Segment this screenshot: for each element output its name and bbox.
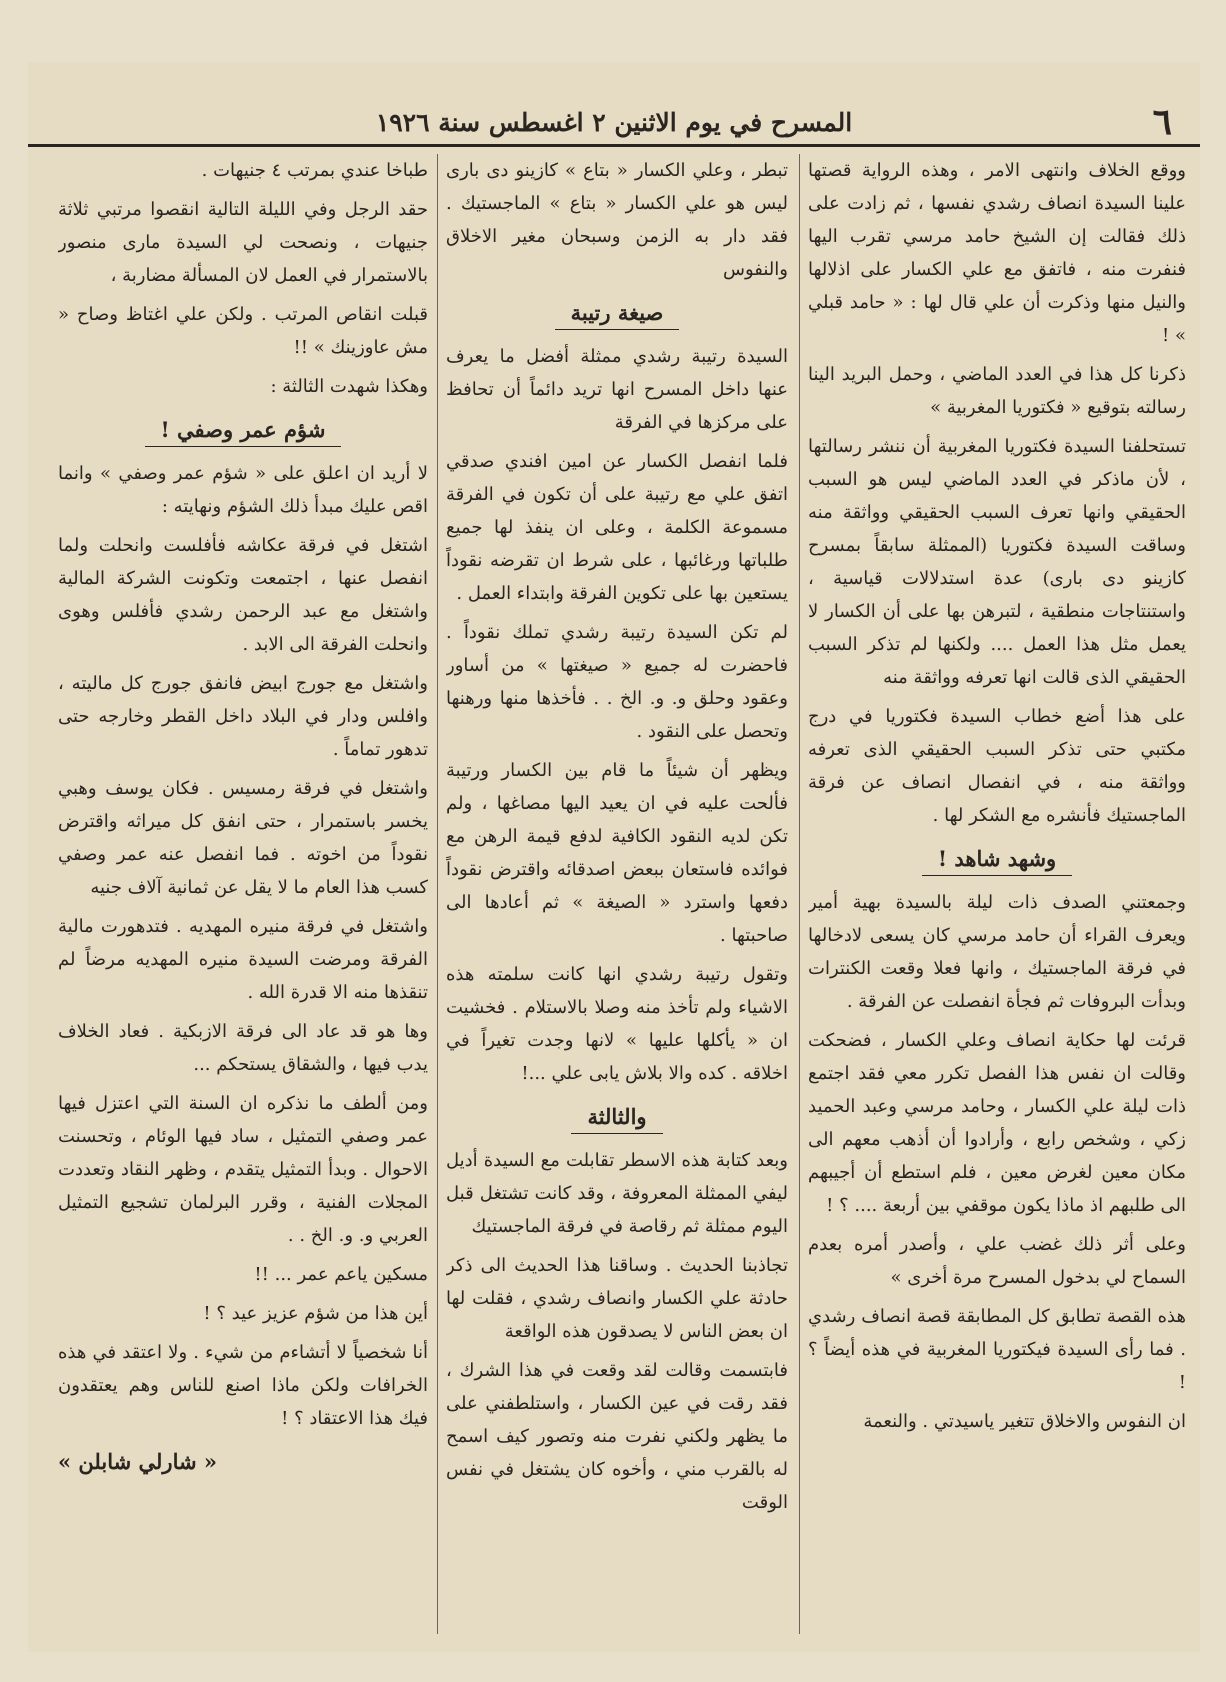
section-heading [446,296,788,330]
paragraph: ووقع الخلاف وانتهى الامر ، وهذه الرواية قصتها علينا السيدة انصاف رشدي نفسها ، ثم زادت على ذلك فقالت إن الشيخ حامد مرسي تقرب اليها فنفرت منه ، فاتفق مع علي الكسار على اذلالها والنيل منها وذكرت أن علي قال لها : « حامد قبلي » ! [808,160,1186,346]
section-heading-text: والثالثة [571,1100,662,1134]
section-heading-text: شؤم عمر وصفي ! [145,413,342,447]
paragraph: قبلت انقاص المرتب . ولكن علي اغتاظ وصاح « مش عاوزينك » !! [58,304,428,358]
paragraph: اشتغل في فرقة عكاشه فأفلست وانحلت ولما انفصل عنها ، اجتمعت وتكونت الشركة المالية واشتغل مع عبد الرحمن رشدي فأفلس وهوى وانحلت الفرقة الى الابد . [58,535,428,655]
section-heading [808,842,1186,876]
paragraph: وجمعتني الصدف ذات ليلة بالسيدة بهية أمير ويعرف القراء أن حامد مرسي كان يسعى لادخالها في فرقة الماجستيك ، وانها فعلا وقعت الكنترات وبدأت البروفات ثم فجأة انفصلت عن الفرقة . [808,892,1186,1012]
running-head: المسرح في يوم الاثنين ٢ اغسطس سنة ١٩٢٦ [375,108,853,137]
paragraph: وهكذا شهدت الثالثة : [270,376,428,397]
section-heading-text: وشهد شاهد ! [922,842,1072,876]
section-heading-text: صيغة رتيبة [555,296,680,330]
paragraph: وبعد كتابة هذه الاسطر تقابلت مع السيدة أديل ليفي الممثلة المعروفة ، وقد كانت تشتغل قبل اليوم ممثلة ثم رقاصة في فرقة الماجستيك [446,1150,788,1237]
paragraph: واشتغل مع جورج ابيض فانفق جورج كل ماليته ، وافلس ودار في البلاد داخل القطر وخارجه حتى تدهور تماماً . [58,673,428,760]
column-left [58,154,428,1634]
paragraph: قرئت لها حكاية انصاف وعلي الكسار ، فضحكت وقالت ان نفس هذا الفصل تكرر معي فقد اجتمع ذات ليلة علي الكسار ، وحامد مرسي وعبد الحميد زكي ، وشخص رابع ، وأرادوا أن أذهب معهم الى مكان معين لغرض معين ، فلم استطع أن أجيبهم الى طلبهم اذ ماذا يكون موقفي بين أربعة .... ؟ ! [808,1030,1186,1216]
column-divider [799,154,800,1634]
paragraph: طباخا عندي بمرتب ٤ جنيهات . [201,160,428,181]
paragraph: السيدة رتيبة رشدي ممثلة أفضل ما يعرف عنها داخل المسرح انها تريد دائماً أن تحافظ على مركزها في الفرقة [446,346,788,433]
column-right [808,154,1186,1634]
column-divider [437,154,438,1634]
paragraph: تستحلفنا السيدة فكتوريا المغربية أن ننشر رسالتها ، لأن ماذكر في العدد الماضي ليس هو السبب الحقيقي وانها تعرف السبب الحقيقي وواثقة منه وساقت السيدة فكتوريا (الممثلة سابقاً بمسرح كازينو دى بارى) عدة استدلالات قياسية ، واستنتاجات منطقية ، لتبرهن بها على أن الكسار لا يعمل مثل هذا العمل .... ولكنها لم تذكر السبب الحقيقي الذى قالت انها تعرفه وواثقة منه [808,436,1186,688]
paragraph: فابتسمت وقالت لقد وقعت في هذا الشرك ، فقد رقت في عين الكسار ، واستلطفني على ما يظهر ولكني نفرت منه وتصور كيف اسمح له بالقرب مني ، وأخوه كان يشتغل في نفس الوقت [446,1360,788,1513]
paragraph: وتقول رتيبة رشدي انها كانت سلمته هذه الاشياء ولم تأخذ منه وصلا بالاستلام . فخشيت ان « يأكلها عليها » لانها وجدت تغيراً في اخلاقه . كده والا بلاش يابى علي ...! [446,964,788,1084]
paragraph: ويظهر أن شيئاً ما قام بين الكسار ورتيبة فألحت عليه في ان يعيد اليها مصاغها ، ولم تكن لديه النقود الكافية لدفع قيمة الرهن مع فوائده فاستعان ببعض اصدقائه واقترض نقوداً دفعها واسترد « الصيغة » ثم أعادها الى صاحبتها . [446,760,788,946]
paragraph: وعلى أثر ذلك غضب علي ، وأصدر أمره بعدم السماح لي بدخول المسرح مرة أخرى » [808,1234,1186,1288]
column-middle [446,154,788,1634]
paragraph: وها هو قد عاد الى فرقة الازبكية . فعاد الخلاف يدب فيها ، والشقاق يستحكم ... [58,1021,428,1075]
paragraph: فلما انفصل الكسار عن امين افندي صدقي اتفق علي مع رتيبة على أن تكون في الفرقة مسموعة الكلمة ، وعلى ان ينفذ لها جميع طلباتها ورغائبها ، على شرط ان تقرضه نقوداً يستعين بها على تكوين الفرقة وابتداء العمل . [446,451,788,604]
newspaper-page [28,62,1200,1652]
paragraph: أنا شخصياً لا أتشاءم من شيء . ولا اعتقد في هذه الخرافات ولكن ماذا اصنع للناس وهم يعتقدون فيك هذا الاعتقاد ؟ ! [58,1342,428,1429]
paragraph: حقد الرجل وفي الليلة التالية انقصوا مرتبي ثلاثة جنيهات ، ونصحت لي السيدة مارى منصور بالاستمرار في العمل لان المسألة مضاربة ، [58,199,428,286]
paragraph: لا أريد ان اعلق على « شؤم عمر وصفي » وانما اقص عليك مبدأ ذلك الشؤم ونهايته : [58,463,428,517]
section-heading [58,413,428,447]
paragraph: ان النفوس والاخلاق تتغير ياسيدتي . والنعمة [863,1411,1186,1432]
paragraph: ذكرنا كل هذا في العدد الماضي ، وحمل البريد الينا رسالته بتوقيع « فكتوريا المغربية » [808,364,1186,418]
paragraph: واشتغل في فرقة منيره المهديه . فتدهورت مالية الفرقة ومرضت السيدة منيره المهديه مرضاً لم تنقذها منه الا قدرة الله . [58,916,428,1003]
masthead [28,102,1200,142]
paragraph: لم تكن السيدة رتيبة رشدي تملك نقوداً . فاحضرت له جميع « صيغتها » من أساور وعقود وحلق و. و. الخ . . فأخذها منها ورهنها وتحصل على النقود . [446,622,788,742]
paragraph: ومن ألطف ما نذكره ان السنة التي اعتزل فيها عمر وصفي التمثيل ، ساد فيها الوئام ، وتحسنت الاحوال . وبدأ التمثيل يتقدم ، وظهر النقاد وتعددت المجلات الفنية ، وقرر البرلمان تشجيع التمثيل العربي و. و. الخ . . [58,1093,428,1246]
paragraph: على هذا أضع خطاب السيدة فكتوريا في درج مكتبي حتى تذكر السبب الحقيقي الذى تعرفه وواثقة منه ، في انفصال انصاف عن فرقة الماجستيك فأنشره مع الشكر لها . [808,706,1186,826]
section-heading [446,1100,788,1134]
paragraph: أين هذا من شؤم عزيز عيد ؟ ! [203,1303,428,1324]
paragraph: واشتغل في فرقة رمسيس . فكان يوسف وهبي يخسر باستمرار ، حتى انفق كل ميراثه واقترض نقوداً من اخوته . فما انفصل عنه عمر وصفي كسب هذا العام ما لا يقل عن ثمانية آلاف جنيه [58,778,428,898]
paragraph: هذه القصة تطابق كل المطابقة قصة انصاف رشدي . فما رأى السيدة فيكتوريا المغربية في هذه أيضاً ؟ ! [808,1306,1186,1393]
header-rule [28,144,1200,147]
author-signature: « شارلي شابلن » [58,1449,217,1474]
paragraph: تجاذبنا الحديث . وساقنا هذا الحديث الى ذكر حادثة علي الكسار وانصاف رشدي ، فقلت لها ان بعض الناس لا يصدقون هذه الواقعة [446,1255,788,1342]
page-number: ٦ [1152,101,1172,143]
paragraph: مسكين ياعم عمر ... !! [254,1264,428,1285]
paragraph: تبطر ، وعلي الكسار « بتاع » كازينو دى بارى ليس هو علي الكسار « بتاع » الماجستيك . فقد دار به الزمن وسبحان مغير الاخلاق والنفوس [446,160,788,280]
